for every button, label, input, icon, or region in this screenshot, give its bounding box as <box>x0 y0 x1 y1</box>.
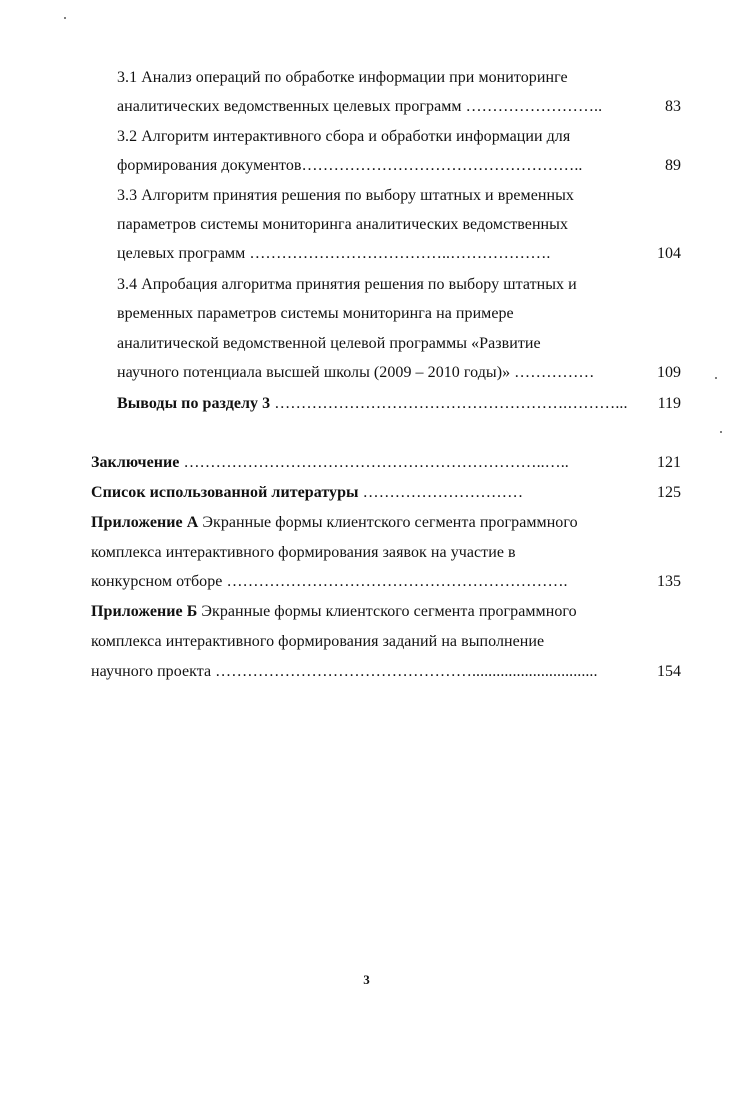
toc-appendix-b-line2: комплекса интерактивного формирования заданий на выполнение <box>91 633 545 650</box>
toc-appendix-b-title: Экранные формы клиентского сегмента программного <box>197 603 577 620</box>
toc-3-3-page: 104 <box>657 245 681 262</box>
toc-conclusion-dots: …………………………………………………………..….. <box>179 454 569 471</box>
scan-speck <box>715 377 717 379</box>
toc-3-4-line4: научного потенциала высшей школы (2009 – 2010 годы)» …………… <box>117 364 595 381</box>
toc-appendix-a-line3: конкурсном отборе ………………………………………………………. <box>91 573 568 590</box>
toc-conclusion-page: 121 <box>657 454 681 471</box>
toc-3-4-line2: временных параметров системы мониторинга на примере <box>117 305 514 322</box>
toc-appendix-a-line2: комплекса интерактивного формирования заявок на участие в <box>91 544 516 561</box>
toc-3-3-line2: параметров системы мониторинга аналитических ведомственных <box>117 216 569 233</box>
toc-appendix-a-line1 <box>91 513 578 533</box>
toc-3-2-line2: формирования документов…………………………………………….. <box>117 157 583 174</box>
toc-conclusions-3-label: Выводы по разделу 3 <box>117 395 271 412</box>
toc-3-1-line1: 3.1 Анализ операций по обработке информации при мониторинге <box>117 69 568 86</box>
toc-conclusions-3-page: 119 <box>657 395 681 412</box>
toc-references-label: Список использованной литературы <box>91 484 359 501</box>
scan-speck <box>64 17 66 19</box>
toc-appendix-b-line3: научного проекта …………………………………………............................... <box>91 663 598 680</box>
toc-3-4-page: 109 <box>657 364 681 381</box>
toc-3-4-line3: аналитической ведомственной целевой программы «Развитие <box>117 335 541 352</box>
toc-3-1-line2: аналитических ведомственных целевых программ …………………….. <box>117 98 603 115</box>
toc-3-2-page: 89 <box>665 157 681 174</box>
toc-references <box>91 483 523 503</box>
toc-3-4-line1: 3.4 Апробация алгоритма принятия решения по выбору штатных и <box>117 276 577 293</box>
toc-appendix-b-page: 154 <box>657 663 681 680</box>
toc-appendix-a-page: 135 <box>657 573 681 590</box>
toc-3-1-page: 83 <box>665 98 681 115</box>
toc-conclusion-label: Заключение <box>91 454 180 471</box>
page-number: 3 <box>363 972 370 987</box>
toc-appendix-b-line1 <box>91 602 577 622</box>
toc-appendix-a-title: Экранные формы клиентского сегмента программного <box>198 514 578 531</box>
toc-appendix-a-label: Приложение А <box>91 514 199 531</box>
toc-3-3-line1: 3.3 Алгоритм принятия решения по выбору штатных и временных <box>117 187 574 204</box>
toc-3-3-line3: целевых программ ………………………………..………………. <box>117 245 551 262</box>
toc-conclusion <box>91 453 569 473</box>
toc-3-2-line1: 3.2 Алгоритм интерактивного сбора и обработки информации для <box>117 128 571 145</box>
toc-references-page: 125 <box>657 484 681 501</box>
toc-appendix-b-label: Приложение Б <box>91 603 198 620</box>
toc-conclusions-3-dots: ……………………………………………….………... <box>270 395 628 412</box>
toc-references-dots: ………………………… <box>358 484 524 501</box>
toc-conclusions-3 <box>117 394 628 414</box>
scan-speck <box>720 431 722 433</box>
